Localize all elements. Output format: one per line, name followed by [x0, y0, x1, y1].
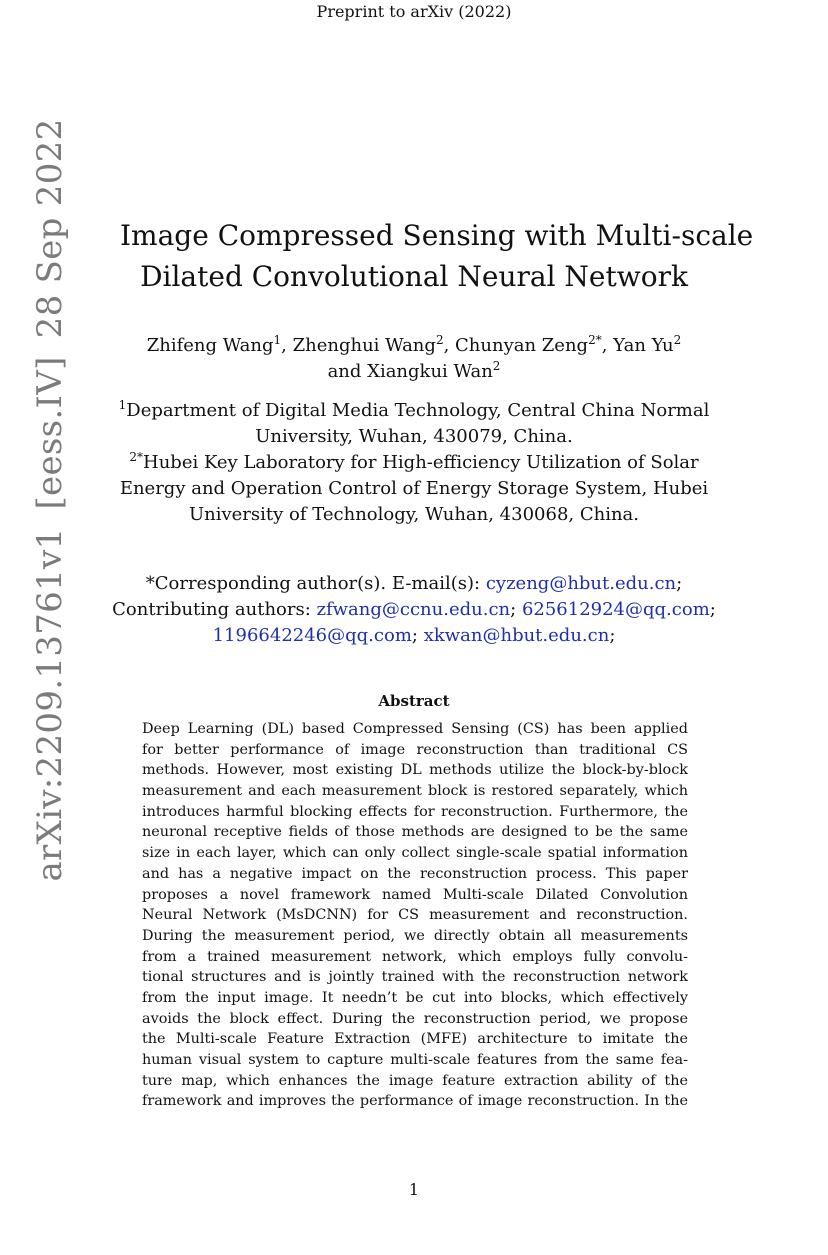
arxiv-id: arXiv:2209.13761v1: [30, 527, 70, 882]
email-link[interactable]: 625612924@qq.com: [521, 599, 710, 620]
email-link[interactable]: 1196642246@qq.com: [212, 625, 412, 646]
email-link[interactable]: cyzeng@hbut.edu.cn: [485, 573, 677, 594]
abstract-line: from a trained measurement network, which employs fully convolu-: [142, 948, 688, 965]
author-affiliation-mark: 2: [492, 359, 501, 373]
email-link[interactable]: xkwan@hbut.edu.cn: [423, 625, 610, 646]
email-link[interactable]: zfwang@ccnu.edu.cn: [316, 599, 511, 620]
affiliation-line: [106, 450, 722, 476]
author-line: [110, 359, 718, 385]
abstract-line: framework and improves the performance of image reconstruction. In the: [142, 1093, 688, 1110]
arxiv-date: 28 Sep 2022: [30, 118, 70, 339]
author-separator: ,: [281, 335, 293, 356]
page-number: 1: [408, 1180, 420, 1199]
affiliation-mark: 2*: [129, 450, 143, 464]
author-affiliation-mark: 1: [273, 333, 282, 347]
abstract-line: tional structures and is jointly trained with the reconstruction network: [142, 969, 688, 986]
abstract-line: the Multi-scale Feature Extraction (MFE) architecture to imitate the: [142, 1031, 688, 1048]
author-affiliation-mark: 2*: [588, 333, 602, 347]
abstract-line: methods. However, most existing DL methods utilize the block-by-block: [142, 762, 688, 779]
title-line: Dilated Convolutional Neural Network: [140, 260, 688, 293]
paper-title: [120, 215, 754, 297]
abstract-line: measurement and each measurement block is restored separately, which: [142, 783, 688, 800]
author-name: Chunyan Zeng: [455, 335, 589, 356]
author-name: Yan Yu: [613, 335, 674, 356]
affiliation-line: University of Technology, Wuhan, 430068, China.: [188, 504, 640, 525]
author-affiliation-mark: 2: [435, 333, 444, 347]
abstract-line: human visual system to capture multi-scale features from the same fea-: [142, 1052, 688, 1068]
abstract-line: from the input image. It needn’t be cut into blocks, which effectively: [142, 989, 688, 1006]
abstract-line: and has a negative impact on the reconstruction process. This paper: [142, 865, 688, 882]
author-name: Zhifeng Wang: [146, 335, 274, 356]
abstract-line: avoids the block effect. During the reconstruction period, we propose: [142, 1010, 688, 1027]
author-name: Zhenghui Wang: [292, 335, 436, 356]
correspondence-line: Contributing authors: zfwang@ccnu.edu.cn; 625612924@qq.com;: [112, 599, 716, 620]
contributing-label: Contributing authors:: [112, 599, 317, 620]
affiliation-mark: 1: [118, 398, 127, 412]
abstract-heading: Abstract: [378, 692, 450, 710]
author-line: [110, 333, 718, 359]
affiliation-text: Department of Digital Media Technology, Central China Normal: [126, 400, 710, 421]
arxiv-category: [eess.IV]: [30, 356, 70, 510]
correspondence-line: *Corresponding author(s). E-mail(s): cyzeng@hbut.edu.cn;: [145, 573, 683, 594]
abstract-line: for better performance of image reconstruction than traditional CS: [142, 741, 688, 758]
affiliation-line: University, Wuhan, 430079, China.: [255, 426, 573, 447]
abstract-line: proposes a novel framework named Multi-scale Dilated Convolution: [142, 886, 688, 903]
affiliation-line: [106, 398, 722, 424]
author-name: and Xiangkui Wan: [327, 361, 493, 382]
correspondence: [106, 571, 722, 649]
arxiv-identifier-stamp: [30, 118, 70, 881]
affiliation-line: Energy and Operation Control of Energy Storage System, Hubei: [119, 478, 709, 499]
abstract-line: ture map, which enhances the image feature extraction ability of the: [142, 1072, 688, 1089]
corresponding-label: *Corresponding author(s). E-mail(s):: [145, 573, 486, 594]
author-list: [110, 333, 718, 385]
abstract-line: Deep Learning (DL) based Compressed Sensing (CS) has been applied: [142, 721, 688, 737]
abstract-line: Neural Network (MsDCNN) for CS measurement and reconstruction.: [142, 907, 688, 924]
author-separator: ,: [443, 335, 456, 356]
affiliation-text: Hubei Key Laboratory for High-efficiency Utilization of Solar: [143, 452, 699, 473]
abstract-body: [142, 719, 688, 1112]
correspondence-line: 1196642246@qq.com; xkwan@hbut.edu.cn;: [212, 625, 616, 646]
abstract-line: During the measurement period, we directly obtain all measurements: [142, 927, 688, 944]
running-head: Preprint to arXiv (2022): [316, 2, 512, 21]
abstract-line: size in each layer, which can only collect single-scale spatial information: [142, 845, 688, 862]
abstract-line: neuronal receptive fields of those methods are designed to be the same: [142, 824, 688, 841]
affiliations: [106, 398, 722, 528]
author-affiliation-mark: 2: [673, 333, 682, 347]
title-line: Image Compressed Sensing with Multi-scale: [120, 219, 754, 252]
author-separator: ,: [601, 335, 614, 356]
abstract-line: introduces harmful blocking effects for reconstruction. Furthermore, the: [142, 803, 688, 820]
